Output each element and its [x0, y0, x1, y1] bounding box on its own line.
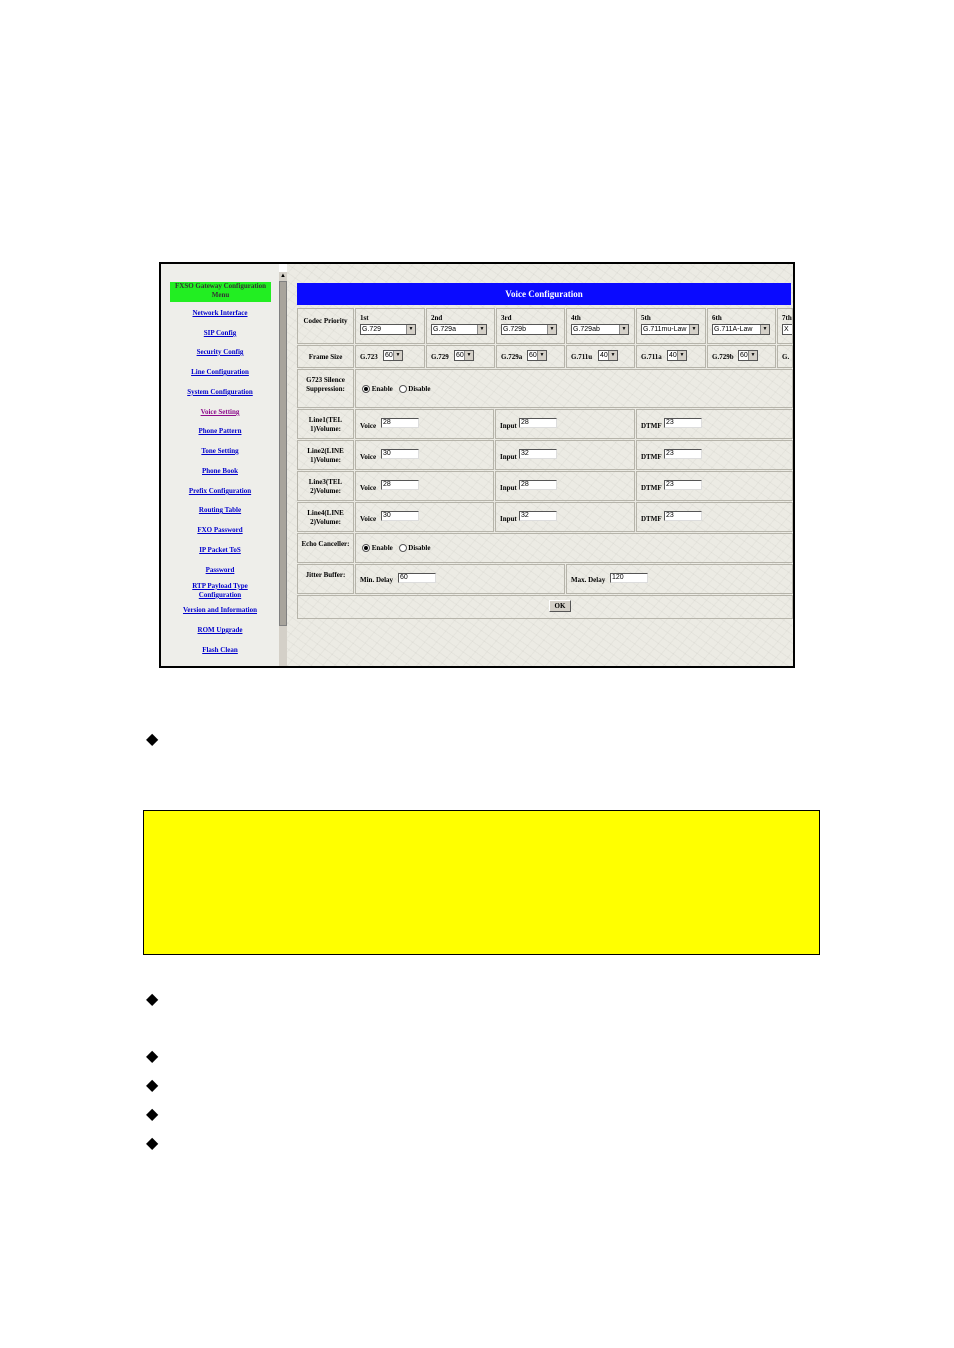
- codec-col-7-name: 7th: [782, 314, 792, 322]
- line3-input-cell: Input 28: [495, 471, 635, 501]
- menu-password[interactable]: Password: [205, 566, 235, 574]
- chevron-down-icon: ▼: [464, 351, 473, 360]
- chevron-down-icon: ▼: [537, 351, 546, 360]
- line4-label: Line4(LINE 2)Volume:: [297, 502, 354, 532]
- codec-col-3-name: 3rd: [501, 314, 512, 322]
- codec-select-3[interactable]: G.729b ▼: [501, 324, 557, 335]
- frame-g711a: G.711a 40 ▼: [636, 345, 706, 368]
- frame-g711u: G.711u 40 ▼: [566, 345, 635, 368]
- menu-version-information[interactable]: Version and Information: [182, 606, 258, 614]
- chevron-down-icon: ▼: [677, 351, 686, 360]
- silence-disable-radio[interactable]: [399, 385, 407, 393]
- codec-col-5: [636, 308, 706, 344]
- scroll-thumb[interactable]: [279, 281, 287, 626]
- menu-tone-setting[interactable]: Tone Setting: [201, 447, 239, 455]
- chevron-down-icon: ▼: [748, 351, 757, 360]
- menu-phone-book[interactable]: Phone Book: [202, 467, 238, 475]
- line1-dtmf-cell: DTMF 23: [636, 409, 793, 439]
- chevron-down-icon: ▼: [547, 325, 556, 334]
- line3-dtmf-cell: DTMF 23: [636, 471, 793, 501]
- bullet-diamond-icon: ◆: [146, 1104, 159, 1123]
- codec-select-6[interactable]: G.711A-Law ▼: [712, 324, 770, 335]
- line2-input-input[interactable]: 32: [519, 449, 557, 459]
- silence-enable-label: Enable: [371, 385, 393, 393]
- frame-g711u-select[interactable]: 40 ▼: [598, 350, 618, 361]
- line4-input-cell: Input 32: [495, 502, 635, 532]
- codec-col-3: [496, 308, 565, 344]
- line1-input-cell: Input 28: [495, 409, 635, 439]
- chevron-down-icon: ▼: [619, 325, 628, 334]
- codec-select-7[interactable]: X: [782, 324, 793, 335]
- bullet-diamond-icon: ◆: [146, 1075, 159, 1094]
- menu-rom-upgrade[interactable]: ROM Upgrade: [197, 626, 243, 634]
- codec-col-1-name: 1st: [360, 314, 369, 322]
- jitter-label: Jitter Buffer:: [297, 564, 354, 594]
- bullet-diamond-icon: ◆: [146, 729, 159, 748]
- line4-dtmf-input[interactable]: 23: [664, 511, 702, 521]
- frame-g729b-select[interactable]: 60 ▼: [738, 350, 758, 361]
- menu-network-interface[interactable]: Network Interface: [192, 309, 248, 317]
- menu-routing-table[interactable]: Routing Table: [198, 506, 242, 514]
- line3-voice-cell: Voice 28: [355, 471, 494, 501]
- codec-col-6-name: 6th: [712, 314, 722, 322]
- chevron-down-icon: ▼: [393, 351, 402, 360]
- chevron-down-icon: ▼: [477, 325, 486, 334]
- frame-g729b: G.729b 60 ▼: [707, 345, 776, 368]
- jitter-max-cell: Max. Delay 120: [566, 564, 793, 594]
- codec-select-2[interactable]: G.729a ▼: [431, 324, 487, 335]
- echo-disable-label: Disable: [408, 544, 431, 552]
- line1-label: Line1(TEL 1)Volume:: [297, 409, 354, 439]
- line2-dtmf-input[interactable]: 23: [664, 449, 702, 459]
- screenshot-frame: [159, 262, 795, 668]
- jitter-min-cell: Min. Delay 60: [355, 564, 565, 594]
- echo-enable-radio[interactable]: [362, 544, 370, 552]
- line4-dtmf-cell: DTMF 23: [636, 502, 793, 532]
- echo-disable-radio[interactable]: [399, 544, 407, 552]
- codec-select-4[interactable]: G.729ab ▼: [571, 324, 629, 335]
- line1-voice-input[interactable]: 28: [381, 418, 419, 428]
- bullet-diamond-icon: ◆: [146, 1046, 159, 1065]
- menu-fxo-password[interactable]: FXO Password: [197, 526, 243, 534]
- ok-row: [297, 595, 793, 619]
- menu-ip-packet-tos[interactable]: IP Packet ToS: [199, 546, 241, 554]
- echo-enable-label: Enable: [371, 544, 393, 552]
- menu-prefix-configuration[interactable]: Prefix Configuration: [188, 487, 252, 495]
- line3-dtmf-input[interactable]: 23: [664, 480, 702, 490]
- jitter-min-input[interactable]: 60: [398, 573, 436, 583]
- echo-label: Echo Canceller:: [297, 533, 354, 563]
- line2-input-cell: Input 32: [495, 440, 635, 470]
- bullet-diamond-icon: ◆: [146, 989, 159, 1008]
- codec-select-1[interactable]: G.729 ▼: [360, 324, 416, 335]
- silence-label: G723 Silence Suppression:: [297, 369, 354, 408]
- frame-g729-select[interactable]: 60 ▼: [454, 350, 474, 361]
- menu-rtp-payload-type[interactable]: RTP Payload Type: [192, 582, 248, 590]
- codec-col-6: [707, 308, 776, 344]
- line4-voice-cell: Voice 30: [355, 502, 494, 532]
- scroll-up-arrow-icon[interactable]: ▲: [280, 273, 286, 279]
- line4-input-input[interactable]: 32: [519, 511, 557, 521]
- line1-dtmf-input[interactable]: 23: [664, 418, 702, 428]
- echo-options: [355, 533, 793, 563]
- frame-g729: G.729 60 ▼: [426, 345, 495, 368]
- chevron-down-icon: ▼: [608, 351, 617, 360]
- ok-button[interactable]: OK: [549, 600, 571, 612]
- silence-options: [355, 369, 793, 408]
- sidebar: [161, 264, 279, 666]
- codec-priority-label: Codec Priority: [297, 308, 354, 344]
- line1-input-input[interactable]: 28: [519, 418, 557, 428]
- menu-security-config[interactable]: Security Config: [196, 348, 244, 356]
- line1-voice-cell: Voice 28: [355, 409, 494, 439]
- menu-sip-config[interactable]: SIP Config: [203, 329, 237, 337]
- codec-col-4: [566, 308, 635, 344]
- frame-g723: G.723 60 ▼: [355, 345, 425, 368]
- yellow-note-box: [143, 810, 820, 955]
- menu-system-configuration[interactable]: System Configuration: [187, 388, 253, 396]
- codec-select-5[interactable]: G.711mu-Law ▼: [641, 324, 699, 335]
- line2-dtmf-cell: DTMF 23: [636, 440, 793, 470]
- frame-g729a: G.729a 60 ▼: [496, 345, 565, 368]
- frame-g723-select[interactable]: 60 ▼: [383, 350, 403, 361]
- silence-enable-radio[interactable]: [362, 385, 370, 393]
- menu-line-configuration[interactable]: Line Configuration: [191, 368, 249, 376]
- menu-phone-pattern[interactable]: Phone Pattern: [198, 427, 242, 435]
- voice-config-panel: [287, 264, 793, 666]
- codec-col-2-name: 2nd: [431, 314, 443, 322]
- line3-voice-input[interactable]: 28: [381, 480, 419, 490]
- page-title: Voice Configuration: [297, 283, 791, 305]
- menu-voice-setting[interactable]: Voice Setting: [200, 408, 240, 416]
- codec-col-1: [355, 308, 425, 344]
- frame-size-label: Frame Size: [297, 345, 354, 368]
- menu-title: FXSO Gateway Configuration Menu: [170, 282, 271, 302]
- codec-col-2: [426, 308, 495, 344]
- jitter-max-input[interactable]: 120: [610, 573, 648, 583]
- codec-col-7: [777, 308, 793, 344]
- codec-col-4-name: 4th: [571, 314, 581, 322]
- line3-label: Line3(TEL 2)Volume:: [297, 471, 354, 501]
- menu-flash-clean[interactable]: Flash Clean: [202, 646, 238, 654]
- line3-input-input[interactable]: 28: [519, 480, 557, 490]
- silence-disable-label: Disable: [408, 385, 431, 393]
- line2-voice-input[interactable]: 30: [381, 449, 419, 459]
- line4-voice-input[interactable]: 30: [381, 511, 419, 521]
- frame-g-partial: G.: [777, 345, 793, 368]
- menu-rtp-payload-configuration[interactable]: Configuration: [198, 591, 242, 599]
- chevron-down-icon: ▼: [406, 325, 415, 334]
- frame-g729a-select[interactable]: 60 ▼: [527, 350, 547, 361]
- codec-col-5-name: 5th: [641, 314, 651, 322]
- frame-g711a-select[interactable]: 40 ▼: [667, 350, 687, 361]
- chevron-down-icon: ▼: [689, 325, 698, 334]
- line2-voice-cell: Voice 30: [355, 440, 494, 470]
- bullet-diamond-icon: ◆: [146, 1133, 159, 1152]
- line2-label: Line2(LINE 1)Volume:: [297, 440, 354, 470]
- chevron-down-icon: ▼: [760, 325, 769, 334]
